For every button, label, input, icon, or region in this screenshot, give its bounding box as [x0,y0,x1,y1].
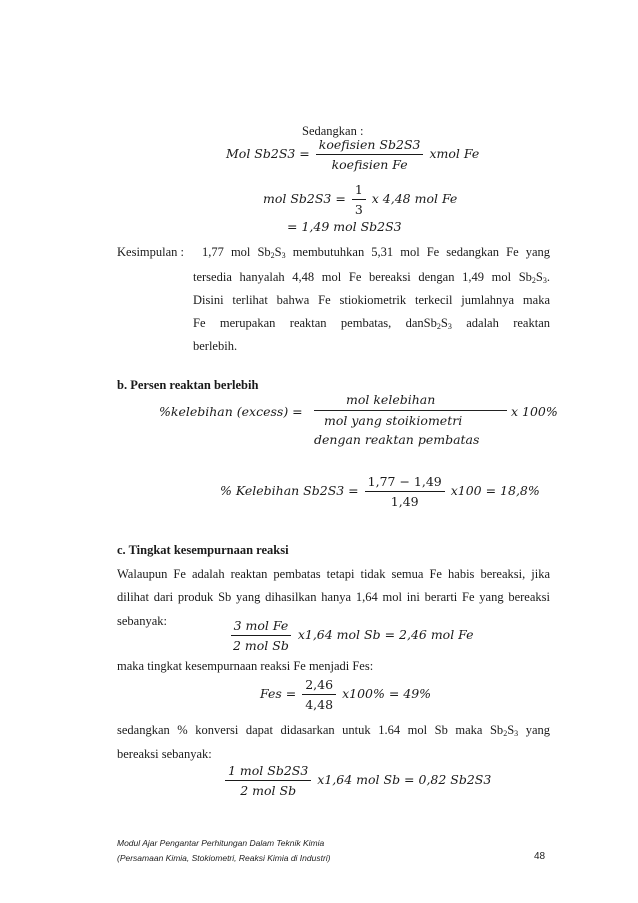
equation-excess-denominator-1: mol yang stoikiometri [324,413,463,428]
footer-line-2: (Persamaan Kimia, Stokiometri, Reaksi Kimia di Industri) [117,853,331,863]
eq-rhs: x100 = 18,8% [450,483,540,498]
fraction [352,182,366,217]
footer-line-1: Modul Ajar Pengantar Perhitungan Dalam Teknik Kimia [117,838,325,848]
equation-sb2s3-reacted [223,763,491,798]
fraction [316,137,424,172]
fraction-numerator: 2,46 [302,677,336,695]
paragraph-line: sedangkan % konversi dapat didasarkan untuk 1.64 mol Sb maka $Sb_2S_3$ yang [117,723,550,738]
eq-lhs: % Kelebihan Sb2S3 = [220,483,359,498]
equation-excess-numerator: mol kelebihan [346,392,436,407]
sedangkan-label: Sedangkan : [302,124,364,138]
eq-lhs: Fes = [260,686,297,701]
kesimpulan-label: Kesimpulan : [117,245,185,259]
fraction [302,677,336,712]
eq-rhs: xmol Fe [429,146,480,161]
fraction-denominator: 3 [354,202,363,217]
equation-fes [260,677,431,712]
fraction-denominator: 4,48 [305,697,334,712]
equation-kelebihan-sb2s3 [220,474,540,509]
fraction-denominator: koefisien Fe [331,157,408,172]
fraction-numerator: 3 mol Fe [231,618,292,636]
fraction-denominator: 2 mol Sb [240,783,297,798]
section-b-heading: b. Persen reaktan berlebih [117,378,259,392]
fraction-numerator: 1 mol Sb2S3 [225,763,311,781]
fraction-denominator: 2 mol Sb [233,638,289,653]
kesimpulan-line-3: Disini terlihat bahwa Fe stiokiometrik terkecil jumlahnya maka [193,293,550,307]
paragraph-line: maka tingkat kesempurnaan reaksi Fe menjadi Fes: [117,659,374,673]
eq-rhs: x 4,48 mol Fe [371,191,458,206]
eq-lhs: Mol Sb2S3 = [226,146,310,161]
fraction [365,474,445,509]
section-c-heading: c. Tingkat kesempurnaan reaksi [117,543,289,557]
eq-rhs: x1,64 mol Sb = 2,46 mol Fe [297,627,474,642]
eq-rhs: x1,64 mol Sb = 0,82 Sb2S3 [317,772,492,787]
kesimpulan-line-4: Fe merupakan reaktan pembatas, $danSb_2S_3$ adalah reaktan [193,316,550,331]
eq-rhs: x100% = 49% [342,686,432,701]
page-number: 48 [534,851,546,862]
fraction-denominator: 1,49 [390,494,419,509]
paragraph-line: bereaksi sebanyak: [117,747,212,761]
kesimpulan-line-2: tersedia hanyalah 4,48 mol Fe bereaksi dengan 1,49 mol $Sb_2S_3$. [193,270,550,285]
equation-result: = 1,49 mol Sb2S3 [287,219,402,234]
fraction-numerator: koefisien Sb2S3 [316,137,424,155]
kesimpulan-line-1: 1,77 mol $Sb_2S_3$ membutuhkan 5,31 mol Fe sedangkan Fe yang [202,245,550,260]
fraction [230,618,292,653]
fraction [225,763,311,798]
equation-excess-lhs: %kelebihan (excess) = [159,404,303,419]
paragraph-line: sebanyak: [117,614,167,628]
paragraph-line: Walaupun Fe adalah reaktan pembatas tetapi tidak semua Fe habis bereaksi, jika [117,567,550,581]
equation-excess-rhs: x 100% [511,404,558,419]
equation-fe-reacted [228,618,474,653]
eq-lhs: mol Sb2S3 = [263,191,346,206]
fraction-numerator: 1,77 − 1,49 [365,474,445,492]
fraction-numerator: 1 [352,182,366,200]
equation-mol-sb2s3-value [263,182,457,217]
equation-excess-denominator-2: dengan reaktan pembatas [314,432,480,447]
fraction-bar [314,410,507,411]
equation-mol-sb2s3-ratio [226,137,479,172]
paragraph-line: dilihat dari produk Sb yang dihasilkan hanya 1,64 mol ini berarti Fe yang bereaksi [117,590,550,604]
kesimpulan-line-5: berlebih. [193,339,238,353]
